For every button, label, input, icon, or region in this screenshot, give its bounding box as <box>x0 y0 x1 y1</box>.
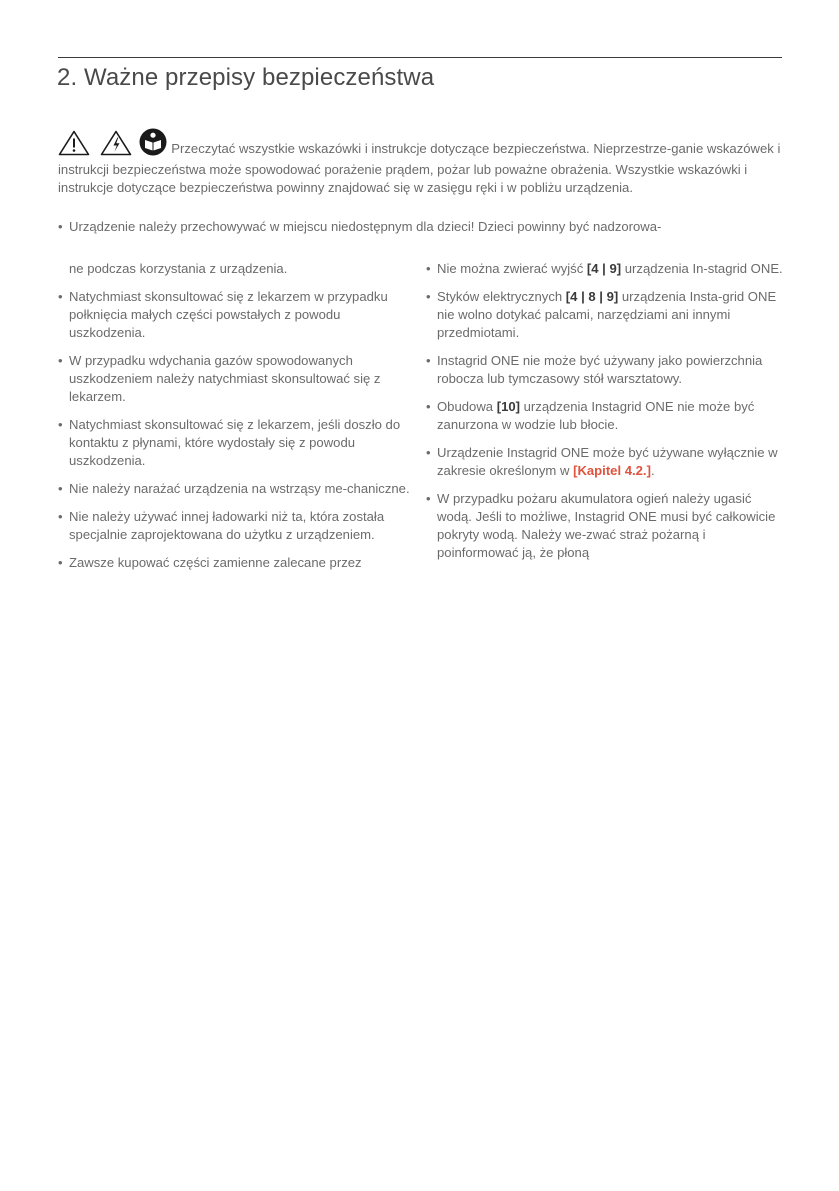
list-item <box>426 444 786 480</box>
list-item-text: Natychmiast skonsultować się z lekarzem w przypadku połknięcia małych części powstałych z powodu uszkodzenia. <box>69 289 388 340</box>
list-item-text: Zawsze kupować części zamienne zalecane przez <box>69 555 362 570</box>
list-item <box>426 490 786 562</box>
list-item <box>426 352 786 388</box>
warning-triangle-icon <box>58 130 90 161</box>
list-item-text: Obudowa <box>437 399 497 414</box>
bullet-marker: • <box>58 417 63 432</box>
bullet-marker: • <box>58 219 63 234</box>
list-item <box>58 508 414 544</box>
list-item <box>58 352 414 406</box>
left-column <box>58 260 414 582</box>
bullet-marker: • <box>58 481 63 496</box>
list-item-continuation: ne podczas korzystania z urządzenia. <box>69 261 288 276</box>
hazard-icons <box>58 128 167 161</box>
list-item-text: Nie można zwierać wyjść <box>437 261 587 276</box>
list-item <box>58 416 414 470</box>
component-reference: [10] <box>496 399 520 414</box>
electric-hazard-icon <box>100 130 132 161</box>
bullet-marker: • <box>58 555 63 570</box>
list-item-text: Urządzenie należy przechowywać w miejscu niedostępnym dla dzieci! Dzieci powinny być nadzorowa- <box>69 219 662 234</box>
list-item-text: Styków elektrycznych <box>437 289 566 304</box>
list-item <box>426 260 786 278</box>
list-item-text: urządzenia In-stagrid ONE. <box>621 261 783 276</box>
top-rule <box>58 57 782 58</box>
bullet-marker: • <box>426 353 431 368</box>
bullet-marker: • <box>426 261 431 276</box>
list-item-text: urządzenia Insta-grid ONE nie wolno dotykać palcami, narzędziami ani innymi przedmiotami. <box>437 289 777 340</box>
list-item-text: Nie należy używać innej ładowarki niż ta, która została specjalnie zaprojektowana do użytku z urządzeniem. <box>69 509 385 542</box>
intro-text: Przeczytać wszystkie wskazówki i instrukcje dotyczące bezpieczeństwa. Nieprzestrze-ganie wskazówek i instrukcji bezpieczeństwa może spowodować porażenie prądem, pożar lub poważne obrażenia. Wszystkie wskazówki i instrukcje dotyczące bezpieczeństwa powinny znajdować się w zasięgu ręki i w pobliżu urządzenia. <box>58 141 781 195</box>
read-manual-icon <box>139 128 167 161</box>
bullet-marker: • <box>58 289 63 304</box>
list-item-text: W przypadku pożaru akumulatora ogień należy ugasić wodą. Jeśli to możliwe, Instagrid ONE musi być całkowicie pokryty wodą. Należy we-zwać straż pożarną i poinformować ją, że płoną <box>437 491 776 560</box>
list-item-text: Natychmiast skonsultować się z lekarzem, jeśli doszło do kontaktu z płynami, które wydostały się z powodu uszkodzenia. <box>69 417 401 468</box>
list-item <box>426 288 786 342</box>
list-item-children <box>58 218 795 236</box>
intro-paragraph <box>58 128 784 197</box>
page-title: 2. Ważne przepisy bezpieczeństwa <box>57 64 435 91</box>
component-reference: [4 | 8 | 9] <box>565 289 619 304</box>
list-item-text: urządzenia Instagrid ONE nie może być zanurzona w wodzie lub błocie. <box>437 399 755 432</box>
list-item-text: Nie należy narażać urządzenia na wstrząsy me-chaniczne. <box>69 481 410 496</box>
chapter-link[interactable]: [Kapitel 4.2.] <box>573 463 651 478</box>
component-reference: [4 | 9] <box>586 261 622 276</box>
bullet-marker: • <box>58 353 63 368</box>
list-item <box>426 398 786 434</box>
bullet-marker: • <box>58 509 63 524</box>
list-item-text: Instagrid ONE nie może być używany jako powierzchnia robocza lub tymczasowy stół warsztatowy. <box>437 353 763 386</box>
list-item-text: . <box>650 463 655 478</box>
bullet-marker: • <box>426 445 431 460</box>
list-item-text: W przypadku wdychania gazów spowodowanych uszkodzeniem należy natychmiast skonsultować się z lekarzem. <box>69 353 381 404</box>
list-item <box>58 554 414 572</box>
list-item-text: Urządzenie Instagrid ONE może być używane wyłącznie w zakresie określonym w <box>437 445 778 478</box>
bullet-marker: • <box>426 491 431 506</box>
bullet-marker: • <box>426 289 431 304</box>
list-item <box>58 480 414 498</box>
right-column <box>426 260 786 572</box>
bullet-marker: • <box>426 399 431 414</box>
list-item <box>58 288 414 342</box>
